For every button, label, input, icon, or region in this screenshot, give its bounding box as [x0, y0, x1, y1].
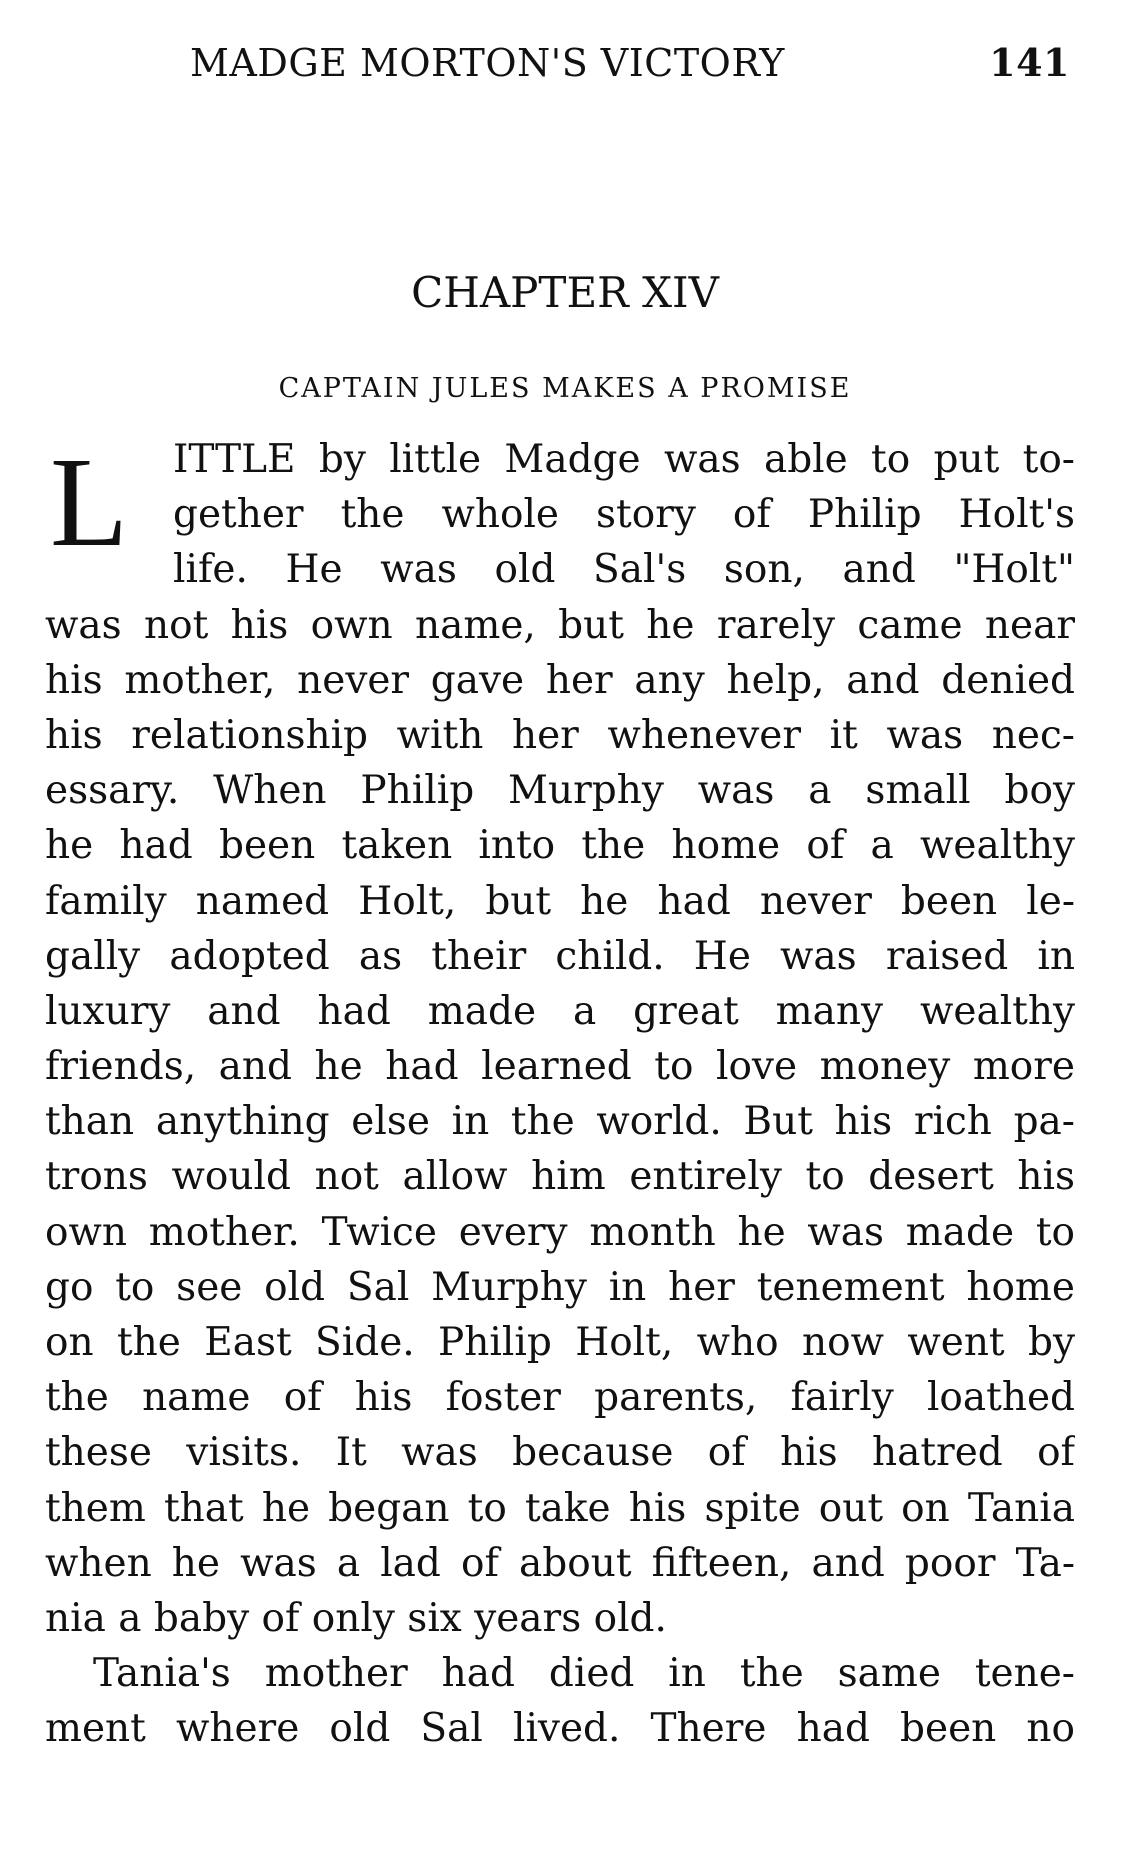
text-line: own mother. Twice every month he was made to [45, 1209, 1075, 1255]
text-line: ment where old Sal lived. There had been no [45, 1706, 1075, 1752]
text-line: nia a baby of only six years old. [45, 1595, 667, 1641]
text-line: friends, and he had learned to love money more [45, 1044, 1075, 1090]
text-line: ITTLE by little Madge was able to put to- [173, 437, 1075, 482]
text-line: the name of his foster parents, fairly loathed [45, 1375, 1075, 1421]
text-line: Tania's mother had died in the same tene- [93, 1651, 1075, 1697]
chapter-title: CAPTAIN JULES MAKES A PROMISE [278, 373, 852, 404]
text-line: his relationship with her whenever it was nec- [45, 712, 1075, 758]
running-title: MADGE MORTON'S VICTORY [190, 41, 785, 85]
drop-cap: L [50, 431, 129, 573]
text-line: when he was a lad of about fifteen, and poor Ta- [45, 1540, 1075, 1586]
text-line: these visits. It was because of his hatred of [45, 1430, 1075, 1476]
chapter-number: CHAPTER XIV [411, 268, 719, 317]
text-line: than anything else in the world. But his rich pa- [45, 1099, 1075, 1145]
text-line: gally adopted as their child. He was raised in [45, 933, 1075, 979]
text-line: luxury and had made a great many wealthy [45, 988, 1075, 1034]
body-text [45, 432, 1075, 1757]
text-line: was not his own name, but he rarely came near [45, 602, 1075, 648]
text-line: on the East Side. Philip Holt, who now went by [45, 1320, 1075, 1365]
text-line: his mother, never gave her any help, and denied [45, 657, 1075, 703]
text-line: family named Holt, but he had never been le- [45, 878, 1075, 924]
text-line: them that he began to take his spite out on Tania [45, 1485, 1075, 1531]
text-line: gether the whole story of Philip Holt's [173, 492, 1075, 538]
text-line: essary. When Philip Murphy was a small boy [45, 768, 1075, 814]
text-line: go to see old Sal Murphy in her tenement home [45, 1264, 1075, 1310]
text-line: trons would not allow him entirely to desert his [45, 1154, 1075, 1200]
text-line: life. He was old Sal's son, and "Holt" [173, 547, 1075, 593]
page-number: 141 [989, 40, 1070, 85]
text-line: he had been taken into the home of a wealthy [45, 823, 1075, 869]
